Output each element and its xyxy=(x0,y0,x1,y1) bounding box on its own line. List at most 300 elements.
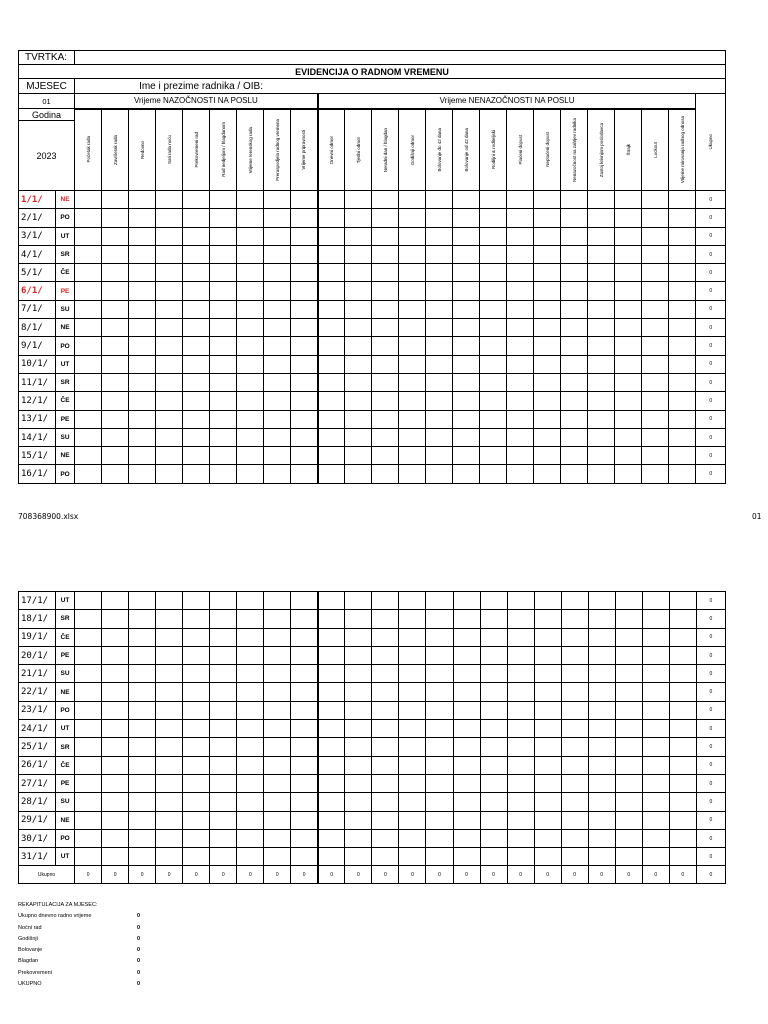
time-entry-cell[interactable] xyxy=(642,245,669,263)
time-entry-cell[interactable] xyxy=(507,337,534,355)
time-entry-cell[interactable] xyxy=(183,209,210,227)
time-entry-cell[interactable] xyxy=(129,337,156,355)
time-entry-cell[interactable] xyxy=(480,337,507,355)
time-entry-cell[interactable] xyxy=(345,774,372,792)
time-entry-cell[interactable] xyxy=(102,282,129,300)
time-entry-cell[interactable] xyxy=(480,392,507,410)
time-entry-cell[interactable] xyxy=(534,428,561,446)
time-entry-cell[interactable] xyxy=(183,337,210,355)
time-entry-cell[interactable] xyxy=(399,264,426,282)
time-entry-cell[interactable] xyxy=(372,646,399,664)
time-entry-cell[interactable] xyxy=(615,264,642,282)
time-entry-cell[interactable] xyxy=(399,628,426,646)
time-entry-cell[interactable] xyxy=(615,665,642,683)
time-entry-cell[interactable] xyxy=(372,428,399,446)
time-entry-cell[interactable] xyxy=(102,793,129,811)
time-entry-cell[interactable] xyxy=(453,720,480,738)
time-entry-cell[interactable] xyxy=(480,592,507,610)
time-entry-cell[interactable] xyxy=(318,628,345,646)
time-entry-cell[interactable] xyxy=(291,337,318,355)
time-entry-cell[interactable] xyxy=(588,227,615,245)
time-entry-cell[interactable] xyxy=(669,610,696,628)
time-entry-cell[interactable] xyxy=(453,191,480,209)
time-entry-cell[interactable] xyxy=(453,264,480,282)
time-entry-cell[interactable] xyxy=(642,756,669,774)
time-entry-cell[interactable] xyxy=(642,264,669,282)
time-entry-cell[interactable] xyxy=(642,793,669,811)
time-entry-cell[interactable] xyxy=(507,793,534,811)
time-entry-cell[interactable] xyxy=(507,373,534,391)
time-entry-cell[interactable] xyxy=(480,355,507,373)
time-entry-cell[interactable] xyxy=(534,373,561,391)
time-entry-cell[interactable] xyxy=(669,227,696,245)
time-entry-cell[interactable] xyxy=(183,811,210,829)
time-entry-cell[interactable] xyxy=(453,829,480,847)
time-entry-cell[interactable] xyxy=(264,355,291,373)
time-entry-cell[interactable] xyxy=(75,465,102,483)
time-entry-cell[interactable] xyxy=(75,447,102,465)
time-entry-cell[interactable] xyxy=(480,701,507,719)
time-entry-cell[interactable] xyxy=(642,701,669,719)
time-entry-cell[interactable] xyxy=(156,227,183,245)
time-entry-cell[interactable] xyxy=(129,683,156,701)
time-entry-cell[interactable] xyxy=(507,774,534,792)
time-entry-cell[interactable] xyxy=(237,465,264,483)
time-entry-cell[interactable] xyxy=(399,209,426,227)
time-entry-cell[interactable] xyxy=(345,392,372,410)
time-entry-cell[interactable] xyxy=(480,428,507,446)
time-entry-cell[interactable] xyxy=(318,245,345,263)
time-entry-cell[interactable] xyxy=(615,646,642,664)
time-entry-cell[interactable] xyxy=(507,848,534,866)
time-entry-cell[interactable] xyxy=(183,793,210,811)
time-entry-cell[interactable] xyxy=(237,282,264,300)
time-entry-cell[interactable] xyxy=(210,264,237,282)
time-entry-cell[interactable] xyxy=(399,428,426,446)
time-entry-cell[interactable] xyxy=(318,282,345,300)
time-entry-cell[interactable] xyxy=(615,428,642,446)
time-entry-cell[interactable] xyxy=(480,848,507,866)
time-entry-cell[interactable] xyxy=(183,300,210,318)
time-entry-cell[interactable] xyxy=(669,756,696,774)
time-entry-cell[interactable] xyxy=(345,410,372,428)
time-entry-cell[interactable] xyxy=(291,300,318,318)
time-entry-cell[interactable] xyxy=(615,319,642,337)
time-entry-cell[interactable] xyxy=(507,191,534,209)
time-entry-cell[interactable] xyxy=(642,227,669,245)
time-entry-cell[interactable] xyxy=(669,774,696,792)
time-entry-cell[interactable] xyxy=(372,829,399,847)
time-entry-cell[interactable] xyxy=(210,300,237,318)
time-entry-cell[interactable] xyxy=(291,355,318,373)
time-entry-cell[interactable] xyxy=(237,848,264,866)
time-entry-cell[interactable] xyxy=(561,628,588,646)
time-entry-cell[interactable] xyxy=(210,227,237,245)
time-entry-cell[interactable] xyxy=(129,793,156,811)
time-entry-cell[interactable] xyxy=(264,848,291,866)
time-entry-cell[interactable] xyxy=(372,191,399,209)
time-entry-cell[interactable] xyxy=(534,264,561,282)
time-entry-cell[interactable] xyxy=(453,848,480,866)
time-entry-cell[interactable] xyxy=(318,646,345,664)
time-entry-cell[interactable] xyxy=(75,191,102,209)
time-entry-cell[interactable] xyxy=(264,756,291,774)
time-entry-cell[interactable] xyxy=(372,410,399,428)
time-entry-cell[interactable] xyxy=(534,829,561,847)
time-entry-cell[interactable] xyxy=(534,410,561,428)
time-entry-cell[interactable] xyxy=(291,319,318,337)
time-entry-cell[interactable] xyxy=(399,373,426,391)
time-entry-cell[interactable] xyxy=(507,610,534,628)
time-entry-cell[interactable] xyxy=(561,191,588,209)
time-entry-cell[interactable] xyxy=(426,683,453,701)
time-entry-cell[interactable] xyxy=(183,319,210,337)
time-entry-cell[interactable] xyxy=(399,793,426,811)
time-entry-cell[interactable] xyxy=(453,811,480,829)
time-entry-cell[interactable] xyxy=(399,227,426,245)
time-entry-cell[interactable] xyxy=(102,447,129,465)
time-entry-cell[interactable] xyxy=(480,245,507,263)
time-entry-cell[interactable] xyxy=(210,355,237,373)
time-entry-cell[interactable] xyxy=(615,848,642,866)
time-entry-cell[interactable] xyxy=(642,774,669,792)
time-entry-cell[interactable] xyxy=(264,665,291,683)
time-entry-cell[interactable] xyxy=(480,756,507,774)
time-entry-cell[interactable] xyxy=(102,319,129,337)
time-entry-cell[interactable] xyxy=(588,465,615,483)
time-entry-cell[interactable] xyxy=(237,392,264,410)
time-entry-cell[interactable] xyxy=(426,410,453,428)
time-entry-cell[interactable] xyxy=(345,683,372,701)
time-entry-cell[interactable] xyxy=(480,319,507,337)
time-entry-cell[interactable] xyxy=(399,701,426,719)
time-entry-cell[interactable] xyxy=(102,191,129,209)
time-entry-cell[interactable] xyxy=(642,355,669,373)
time-entry-cell[interactable] xyxy=(642,628,669,646)
time-entry-cell[interactable] xyxy=(156,592,183,610)
time-entry-cell[interactable] xyxy=(426,610,453,628)
time-entry-cell[interactable] xyxy=(318,610,345,628)
time-entry-cell[interactable] xyxy=(102,373,129,391)
time-entry-cell[interactable] xyxy=(534,355,561,373)
time-entry-cell[interactable] xyxy=(615,738,642,756)
time-entry-cell[interactable] xyxy=(426,848,453,866)
time-entry-cell[interactable] xyxy=(210,592,237,610)
time-entry-cell[interactable] xyxy=(426,774,453,792)
time-entry-cell[interactable] xyxy=(318,683,345,701)
time-entry-cell[interactable] xyxy=(372,355,399,373)
time-entry-cell[interactable] xyxy=(318,756,345,774)
time-entry-cell[interactable] xyxy=(588,355,615,373)
time-entry-cell[interactable] xyxy=(399,738,426,756)
time-entry-cell[interactable] xyxy=(669,245,696,263)
time-entry-cell[interactable] xyxy=(399,282,426,300)
time-entry-cell[interactable] xyxy=(156,264,183,282)
time-entry-cell[interactable] xyxy=(615,355,642,373)
time-entry-cell[interactable] xyxy=(372,628,399,646)
time-entry-cell[interactable] xyxy=(102,610,129,628)
time-entry-cell[interactable] xyxy=(426,264,453,282)
time-entry-cell[interactable] xyxy=(669,738,696,756)
time-entry-cell[interactable] xyxy=(534,209,561,227)
time-entry-cell[interactable] xyxy=(642,646,669,664)
time-entry-cell[interactable] xyxy=(264,592,291,610)
time-entry-cell[interactable] xyxy=(453,373,480,391)
time-entry-cell[interactable] xyxy=(129,392,156,410)
time-entry-cell[interactable] xyxy=(75,227,102,245)
time-entry-cell[interactable] xyxy=(615,245,642,263)
time-entry-cell[interactable] xyxy=(642,610,669,628)
time-entry-cell[interactable] xyxy=(399,465,426,483)
time-entry-cell[interactable] xyxy=(534,245,561,263)
time-entry-cell[interactable] xyxy=(453,610,480,628)
time-entry-cell[interactable] xyxy=(669,355,696,373)
time-entry-cell[interactable] xyxy=(183,227,210,245)
time-entry-cell[interactable] xyxy=(453,300,480,318)
time-entry-cell[interactable] xyxy=(318,264,345,282)
time-entry-cell[interactable] xyxy=(102,592,129,610)
time-entry-cell[interactable] xyxy=(453,245,480,263)
time-entry-cell[interactable] xyxy=(561,282,588,300)
time-entry-cell[interactable] xyxy=(210,610,237,628)
time-entry-cell[interactable] xyxy=(534,592,561,610)
time-entry-cell[interactable] xyxy=(129,282,156,300)
time-entry-cell[interactable] xyxy=(642,428,669,446)
time-entry-cell[interactable] xyxy=(669,392,696,410)
time-entry-cell[interactable] xyxy=(561,829,588,847)
time-entry-cell[interactable] xyxy=(669,829,696,847)
time-entry-cell[interactable] xyxy=(102,848,129,866)
time-entry-cell[interactable] xyxy=(183,282,210,300)
time-entry-cell[interactable] xyxy=(237,628,264,646)
time-entry-cell[interactable] xyxy=(264,610,291,628)
time-entry-cell[interactable] xyxy=(642,373,669,391)
time-entry-cell[interactable] xyxy=(345,610,372,628)
time-entry-cell[interactable] xyxy=(156,701,183,719)
time-entry-cell[interactable] xyxy=(264,701,291,719)
time-entry-cell[interactable] xyxy=(507,738,534,756)
time-entry-cell[interactable] xyxy=(264,793,291,811)
time-entry-cell[interactable] xyxy=(642,300,669,318)
time-entry-cell[interactable] xyxy=(264,392,291,410)
time-entry-cell[interactable] xyxy=(588,628,615,646)
time-entry-cell[interactable] xyxy=(453,774,480,792)
time-entry-cell[interactable] xyxy=(129,245,156,263)
time-entry-cell[interactable] xyxy=(588,774,615,792)
time-entry-cell[interactable] xyxy=(453,465,480,483)
time-entry-cell[interactable] xyxy=(615,373,642,391)
time-entry-cell[interactable] xyxy=(669,811,696,829)
time-entry-cell[interactable] xyxy=(210,720,237,738)
time-entry-cell[interactable] xyxy=(453,793,480,811)
time-entry-cell[interactable] xyxy=(534,319,561,337)
time-entry-cell[interactable] xyxy=(453,428,480,446)
time-entry-cell[interactable] xyxy=(264,720,291,738)
time-entry-cell[interactable] xyxy=(237,665,264,683)
time-entry-cell[interactable] xyxy=(426,592,453,610)
time-entry-cell[interactable] xyxy=(561,319,588,337)
time-entry-cell[interactable] xyxy=(561,245,588,263)
time-entry-cell[interactable] xyxy=(183,264,210,282)
time-entry-cell[interactable] xyxy=(534,701,561,719)
time-entry-cell[interactable] xyxy=(75,410,102,428)
time-entry-cell[interactable] xyxy=(561,300,588,318)
time-entry-cell[interactable] xyxy=(156,355,183,373)
time-entry-cell[interactable] xyxy=(102,774,129,792)
time-entry-cell[interactable] xyxy=(588,373,615,391)
time-entry-cell[interactable] xyxy=(183,373,210,391)
time-entry-cell[interactable] xyxy=(210,282,237,300)
time-entry-cell[interactable] xyxy=(453,355,480,373)
time-entry-cell[interactable] xyxy=(210,428,237,446)
time-entry-cell[interactable] xyxy=(291,245,318,263)
time-entry-cell[interactable] xyxy=(210,756,237,774)
time-entry-cell[interactable] xyxy=(399,720,426,738)
time-entry-cell[interactable] xyxy=(372,738,399,756)
time-entry-cell[interactable] xyxy=(102,355,129,373)
time-entry-cell[interactable] xyxy=(183,245,210,263)
time-entry-cell[interactable] xyxy=(669,720,696,738)
time-entry-cell[interactable] xyxy=(426,392,453,410)
time-entry-cell[interactable] xyxy=(345,447,372,465)
time-entry-cell[interactable] xyxy=(615,227,642,245)
time-entry-cell[interactable] xyxy=(291,264,318,282)
time-entry-cell[interactable] xyxy=(615,300,642,318)
time-entry-cell[interactable] xyxy=(615,337,642,355)
time-entry-cell[interactable] xyxy=(75,848,102,866)
time-entry-cell[interactable] xyxy=(480,410,507,428)
time-entry-cell[interactable] xyxy=(291,465,318,483)
time-entry-cell[interactable] xyxy=(156,829,183,847)
time-entry-cell[interactable] xyxy=(615,811,642,829)
time-entry-cell[interactable] xyxy=(237,811,264,829)
time-entry-cell[interactable] xyxy=(642,319,669,337)
time-entry-cell[interactable] xyxy=(561,646,588,664)
time-entry-cell[interactable] xyxy=(75,683,102,701)
time-entry-cell[interactable] xyxy=(534,774,561,792)
time-entry-cell[interactable] xyxy=(507,410,534,428)
time-entry-cell[interactable] xyxy=(345,373,372,391)
time-entry-cell[interactable] xyxy=(210,337,237,355)
time-entry-cell[interactable] xyxy=(561,337,588,355)
time-entry-cell[interactable] xyxy=(264,465,291,483)
time-entry-cell[interactable] xyxy=(588,319,615,337)
time-entry-cell[interactable] xyxy=(534,738,561,756)
time-entry-cell[interactable] xyxy=(534,282,561,300)
time-entry-cell[interactable] xyxy=(156,646,183,664)
time-entry-cell[interactable] xyxy=(372,282,399,300)
time-entry-cell[interactable] xyxy=(453,665,480,683)
time-entry-cell[interactable] xyxy=(237,701,264,719)
time-entry-cell[interactable] xyxy=(615,683,642,701)
time-entry-cell[interactable] xyxy=(318,428,345,446)
time-entry-cell[interactable] xyxy=(156,392,183,410)
time-entry-cell[interactable] xyxy=(291,209,318,227)
time-entry-cell[interactable] xyxy=(291,848,318,866)
time-entry-cell[interactable] xyxy=(453,410,480,428)
time-entry-cell[interactable] xyxy=(507,227,534,245)
time-entry-cell[interactable] xyxy=(642,829,669,847)
time-entry-cell[interactable] xyxy=(642,337,669,355)
time-entry-cell[interactable] xyxy=(507,811,534,829)
time-entry-cell[interactable] xyxy=(372,720,399,738)
time-entry-cell[interactable] xyxy=(561,665,588,683)
time-entry-cell[interactable] xyxy=(399,392,426,410)
time-entry-cell[interactable] xyxy=(264,264,291,282)
time-entry-cell[interactable] xyxy=(426,355,453,373)
time-entry-cell[interactable] xyxy=(156,738,183,756)
time-entry-cell[interactable] xyxy=(183,392,210,410)
time-entry-cell[interactable] xyxy=(183,592,210,610)
time-entry-cell[interactable] xyxy=(669,848,696,866)
time-entry-cell[interactable] xyxy=(669,410,696,428)
time-entry-cell[interactable] xyxy=(507,465,534,483)
time-entry-cell[interactable] xyxy=(102,392,129,410)
time-entry-cell[interactable] xyxy=(642,592,669,610)
time-entry-cell[interactable] xyxy=(372,701,399,719)
time-entry-cell[interactable] xyxy=(156,300,183,318)
time-entry-cell[interactable] xyxy=(372,756,399,774)
time-entry-cell[interactable] xyxy=(453,282,480,300)
time-entry-cell[interactable] xyxy=(264,209,291,227)
time-entry-cell[interactable] xyxy=(291,592,318,610)
time-entry-cell[interactable] xyxy=(561,465,588,483)
time-entry-cell[interactable] xyxy=(102,337,129,355)
time-entry-cell[interactable] xyxy=(345,337,372,355)
time-entry-cell[interactable] xyxy=(156,811,183,829)
time-entry-cell[interactable] xyxy=(480,610,507,628)
time-entry-cell[interactable] xyxy=(264,300,291,318)
time-entry-cell[interactable] xyxy=(372,683,399,701)
time-entry-cell[interactable] xyxy=(75,245,102,263)
time-entry-cell[interactable] xyxy=(426,227,453,245)
time-entry-cell[interactable] xyxy=(372,592,399,610)
time-entry-cell[interactable] xyxy=(264,738,291,756)
time-entry-cell[interactable] xyxy=(372,264,399,282)
time-entry-cell[interactable] xyxy=(291,665,318,683)
time-entry-cell[interactable] xyxy=(264,373,291,391)
time-entry-cell[interactable] xyxy=(534,300,561,318)
time-entry-cell[interactable] xyxy=(561,774,588,792)
time-entry-cell[interactable] xyxy=(183,683,210,701)
time-entry-cell[interactable] xyxy=(453,209,480,227)
time-entry-cell[interactable] xyxy=(588,245,615,263)
time-entry-cell[interactable] xyxy=(318,337,345,355)
time-entry-cell[interactable] xyxy=(561,738,588,756)
time-entry-cell[interactable] xyxy=(345,701,372,719)
time-entry-cell[interactable] xyxy=(318,447,345,465)
time-entry-cell[interactable] xyxy=(156,245,183,263)
time-entry-cell[interactable] xyxy=(669,428,696,446)
time-entry-cell[interactable] xyxy=(318,209,345,227)
time-entry-cell[interactable] xyxy=(75,774,102,792)
time-entry-cell[interactable] xyxy=(291,701,318,719)
time-entry-cell[interactable] xyxy=(669,646,696,664)
time-entry-cell[interactable] xyxy=(156,848,183,866)
time-entry-cell[interactable] xyxy=(345,209,372,227)
time-entry-cell[interactable] xyxy=(183,465,210,483)
time-entry-cell[interactable] xyxy=(453,447,480,465)
time-entry-cell[interactable] xyxy=(345,720,372,738)
time-entry-cell[interactable] xyxy=(102,428,129,446)
time-entry-cell[interactable] xyxy=(453,592,480,610)
time-entry-cell[interactable] xyxy=(534,610,561,628)
time-entry-cell[interactable] xyxy=(615,392,642,410)
time-entry-cell[interactable] xyxy=(345,829,372,847)
time-entry-cell[interactable] xyxy=(588,756,615,774)
time-entry-cell[interactable] xyxy=(615,756,642,774)
time-entry-cell[interactable] xyxy=(588,683,615,701)
